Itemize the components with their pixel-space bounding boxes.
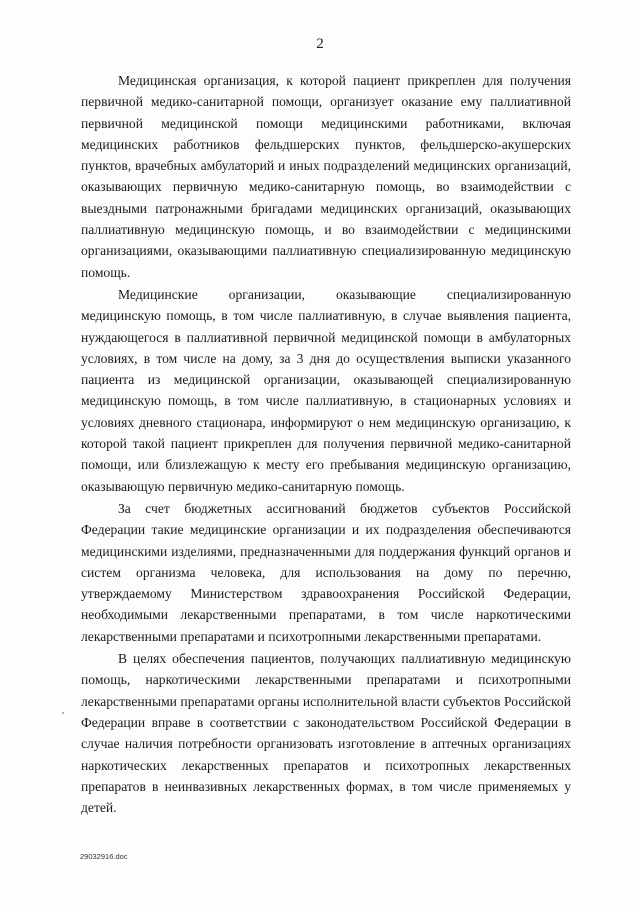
paragraph-3: За счет бюджетных ассигнований бюджетов субъектов Российской Федерации такие медицинские организации и их подразделения обеспечиваются медицинскими изделиями, предназначенными для поддержания функций органов и систем организма человека, для использования на дому по перечню, утверждаемому Министерством здравоохранения Российской Федерации, необходимыми лекарственными препаратами, в том числе наркотическими лекарственными препаратами и психотропными лекарственными препаратами. [81, 500, 571, 644]
paragraph-1: Медицинская организация, к которой пациент прикреплен для получения первичной медико-санитарной помощи, организует оказание ему паллиативной первичной медицинской помощи медицинскими работниками, включая медицинских работников фельдшерских пунктов, фельдшерско-акушерских пунктов, врачебных амбулаторий и иных подразделений медицинских организаций, оказывающих первичную медико-санитарную помощь, во взаимодействии с выездными патронажными бригадами медицинских организаций, оказывающих паллиативную медицинскую помощь, и во взаимодействии с медицинскими организациями, оказывающими паллиативную специализированную медицинскую помощь. [81, 73, 571, 280]
document-body [81, 70, 571, 818]
footer-filename: 29032916.doc [80, 852, 128, 861]
paragraph-4: В целях обеспечения пациентов, получающих паллиативную медицинскую помощь, наркотическими лекарственными препаратами и психотропными лекарственными препаратами органы исполнительной власти субъектов Российской Федерации вправе в соответствии с законодательством Российской Федерации в случае наличия потребности организовать изготовление в аптечных организациях наркотических лекарственных препаратов и психотропных лекарственных препаратов в неинвазивных лекарственных формах, в том числе применяемых у детей. [81, 651, 571, 816]
page-number: 2 [316, 36, 324, 52]
scan-speck [62, 712, 64, 714]
paragraph-2: Медицинские организации, оказывающие специализированную медицинскую помощь, в том числе паллиативную, в случае выявления пациента, нуждающегося в паллиативной первичной медицинской помощи в амбулаторных условиях, в том числе на дому, за 3 дня до осуществления выписки указанного пациента из медицинской организации, оказывающей специализированную медицинскую помощь, в том числе паллиативную, в стационарных условиях и условиях дневного стационара, информируют о нем медицинскую организацию, к которой такой пациент прикреплен для получения первичной медико-санитарной помощи, или близлежащую к месту его пребывания медицинскую организацию, оказывающую первичную медико-санитарную помощь. [81, 286, 571, 494]
